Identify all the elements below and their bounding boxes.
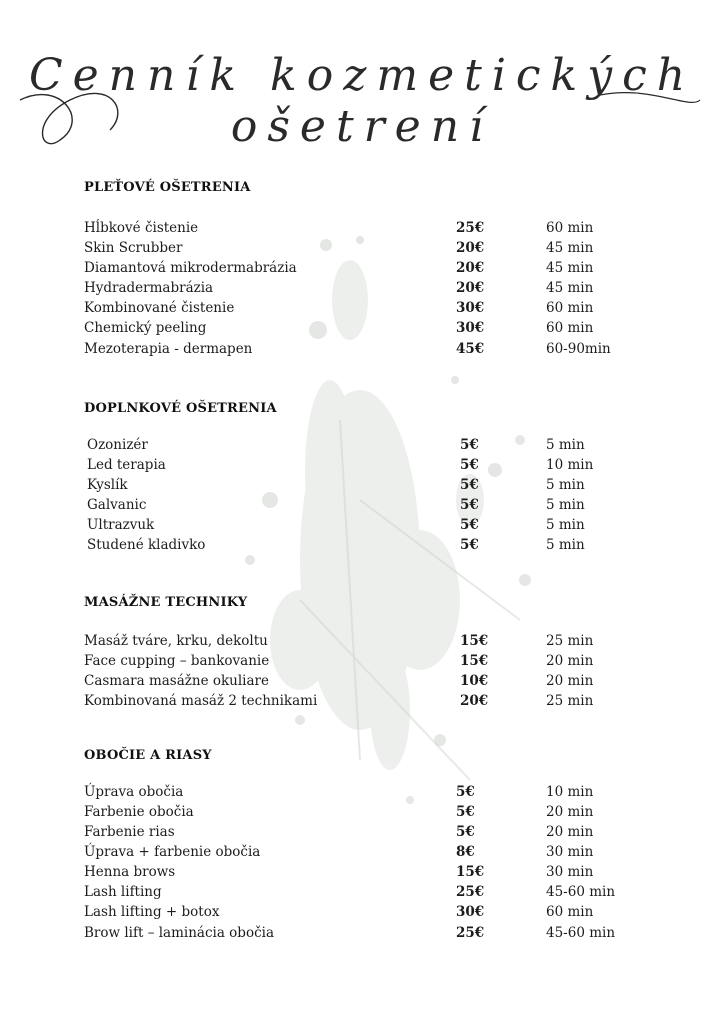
item-time: 60 min [546, 904, 594, 920]
section-title-obocie: OBOČIE A RIASY [84, 748, 212, 763]
item-price: 10€ [460, 673, 489, 689]
list-item [84, 517, 644, 537]
item-name: Lash lifting [84, 884, 162, 900]
item-name: Úprava + farbenie obočia [84, 844, 261, 860]
item-time: 45-60 min [546, 925, 616, 941]
item-price: 20€ [456, 260, 485, 276]
item-name: Lash lifting + botox [84, 904, 220, 920]
list-item [84, 844, 644, 864]
item-price: 5€ [460, 437, 479, 453]
item-time: 10 min [546, 784, 594, 800]
item-name: Studené kladivko [87, 537, 206, 553]
item-price: 5€ [460, 457, 479, 473]
item-price: 15€ [460, 633, 489, 649]
item-name: Diamantová mikrodermabrázia [84, 260, 297, 276]
item-price: 5€ [460, 497, 479, 513]
item-name: Masáž tváre, krku, dekoltu [84, 633, 268, 649]
item-name: Henna brows [84, 864, 176, 880]
item-name: Hĺbkové čistenie [84, 220, 199, 236]
item-price: 25€ [456, 220, 485, 236]
item-time: 5 min [546, 497, 585, 513]
item-name: Hydradermabrázia [84, 280, 214, 296]
item-time: 45 min [546, 280, 594, 296]
list-item [84, 260, 644, 280]
item-price: 20€ [456, 240, 485, 256]
list-item [84, 537, 644, 557]
item-time: 60 min [546, 320, 594, 336]
item-time: 60 min [546, 300, 594, 316]
item-price: 25€ [456, 925, 485, 941]
item-price: 5€ [456, 804, 475, 820]
list-item [84, 673, 644, 693]
item-price: 15€ [456, 864, 485, 880]
section-title-masazne: MASÁŽNE TECHNIKY [84, 595, 248, 610]
page-title: Cenník kozmetických ošetrení [28, 50, 696, 152]
list-item [84, 784, 644, 804]
list-item [84, 633, 644, 653]
item-price: 20€ [460, 693, 489, 709]
item-time: 45 min [546, 260, 594, 276]
list-item [84, 904, 644, 924]
list-item [84, 804, 644, 824]
item-time: 45 min [546, 240, 594, 256]
list-item [84, 300, 644, 320]
item-time: 20 min [546, 804, 594, 820]
item-time: 30 min [546, 864, 594, 880]
list-item [84, 280, 644, 300]
item-name: Úprava obočia [84, 784, 184, 800]
item-name: Mezoterapia - dermapen [84, 341, 253, 357]
list-item [84, 653, 644, 673]
item-name: Farbenie obočia [84, 804, 194, 820]
list-item [84, 437, 644, 457]
section-title-doplnkove: DOPLNKOVÉ OŠETRENIA [84, 401, 277, 416]
list-item [84, 240, 644, 260]
item-price: 30€ [456, 904, 485, 920]
list-item [84, 497, 644, 517]
item-price: 5€ [456, 784, 475, 800]
item-time: 25 min [546, 693, 594, 709]
item-price: 20€ [456, 280, 485, 296]
item-price: 5€ [460, 477, 479, 493]
item-time: 25 min [546, 633, 594, 649]
list-item [84, 884, 644, 904]
title-area [0, 40, 724, 150]
item-price: 30€ [456, 320, 485, 336]
item-name: Chemický peeling [84, 320, 207, 336]
item-name: Farbenie rias [84, 824, 175, 840]
item-price: 45€ [456, 341, 485, 357]
item-name: Face cupping – bankovanie [84, 653, 270, 669]
item-name: Casmara masážne okuliare [84, 673, 269, 689]
item-time: 5 min [546, 537, 585, 553]
item-time: 5 min [546, 517, 585, 533]
item-time: 60 min [546, 220, 594, 236]
item-time: 10 min [546, 457, 594, 473]
item-name: Led terapia [87, 457, 166, 473]
item-name: Kombinované čistenie [84, 300, 235, 316]
item-price: 8€ [456, 844, 475, 860]
item-price: 25€ [456, 884, 485, 900]
item-price: 5€ [460, 537, 479, 553]
item-name: Ozonizér [87, 437, 148, 453]
list-item [84, 925, 644, 945]
item-time: 20 min [546, 653, 594, 669]
item-name: Skin Scrubber [84, 240, 183, 256]
item-time: 30 min [546, 844, 594, 860]
list-item [84, 320, 644, 340]
item-name: Brow lift – laminácia obočia [84, 925, 275, 941]
section-title-pletove: PLEŤOVÉ OŠETRENIA [84, 180, 251, 195]
list-item [84, 824, 644, 844]
item-price: 30€ [456, 300, 485, 316]
item-time: 60-90min [546, 341, 611, 357]
item-time: 20 min [546, 673, 594, 689]
list-item [84, 457, 644, 477]
item-price: 5€ [456, 824, 475, 840]
list-item [84, 220, 644, 240]
item-price: 15€ [460, 653, 489, 669]
item-time: 20 min [546, 824, 594, 840]
item-name: Ultrazvuk [87, 517, 155, 533]
item-name: Kyslík [87, 477, 128, 493]
list-item [84, 477, 644, 497]
list-item [84, 864, 644, 884]
list-item [84, 341, 644, 361]
item-name: Galvanic [87, 497, 147, 513]
item-price: 5€ [460, 517, 479, 533]
list-item [84, 693, 644, 713]
item-time: 5 min [546, 437, 585, 453]
item-time: 45-60 min [546, 884, 616, 900]
item-name: Kombinovaná masáž 2 technikami [84, 693, 318, 709]
item-time: 5 min [546, 477, 585, 493]
